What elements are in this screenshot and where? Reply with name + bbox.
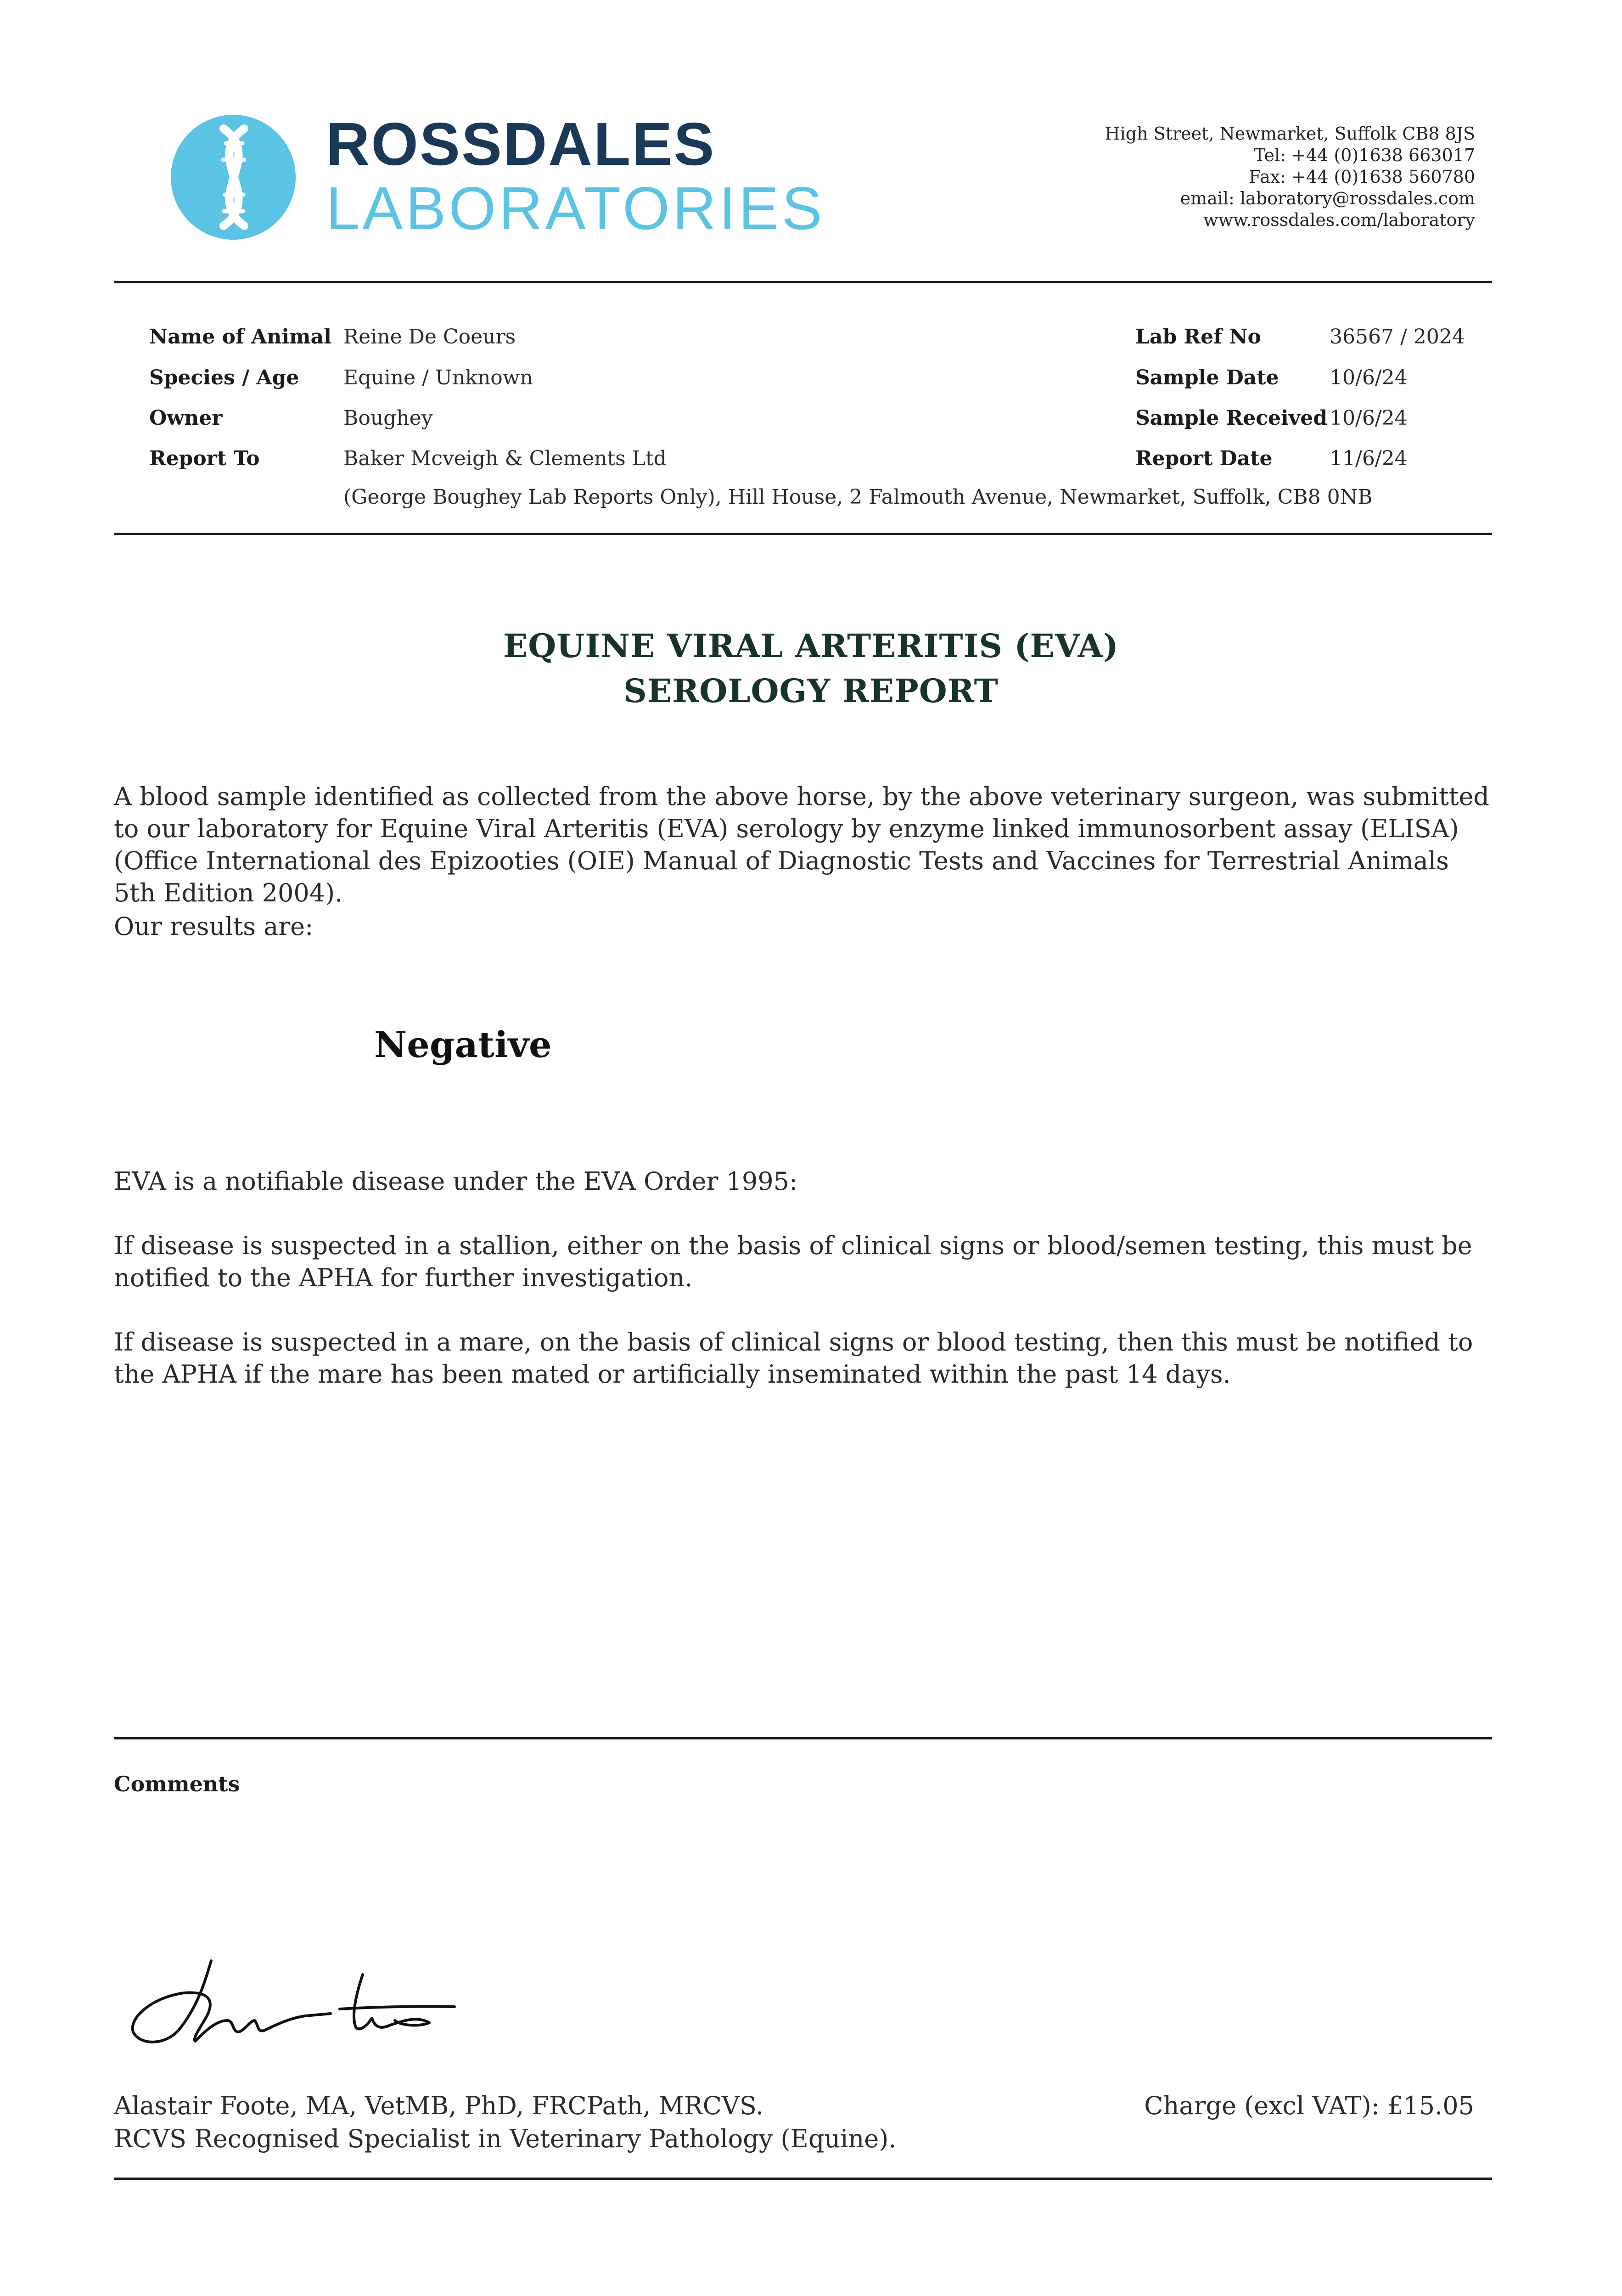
result-value: Negative [374,1024,552,1066]
name-value: Reine De Coeurs [343,325,516,349]
sample-received-label: Sample Received [1135,406,1328,430]
header-divider [114,281,1492,283]
lab-ref-value: 36567 / 2024 [1330,325,1465,349]
report-date-value: 11/6/24 [1330,447,1408,470]
report-title-line1: EQUINE VIRAL ARTERITIS (EVA) [503,627,1119,665]
owner-value: Boughey [343,406,433,430]
dna-helix-icon [171,115,296,240]
brand-name-line1: ROSSDALES [326,110,716,178]
stallion-guidance: If disease is suspected in a stallion, either on the basis of clinical signs or blood/semen testing, this must be notified to the APHA for further investigation. [114,1231,1472,1292]
mare-guidance: If disease is suspected in a mare, on the basis of clinical signs or blood testing, then this must be notified to the APHA if the mare has been mated or artificially inseminated within the past 14 days. [114,1328,1473,1389]
info-divider [114,533,1492,535]
owner-label: Owner [149,406,223,430]
brand-name-line2: LABORATORIES [326,174,825,242]
report-title-line2: SEROLOGY REPORT [623,672,999,710]
charge: Charge (excl VAT): £15.05 [1144,2091,1474,2120]
signature [124,1952,473,2057]
report-title [0,624,1622,714]
name-label: Name of Animal [149,325,331,349]
intro-paragraph: A blood sample identified as collected from the above horse, by the above veterinary surgeon, was submitted to our laboratory for Equine Viral Arteritis (EVA) serology by enzyme linked immunosorbent assay (ELISA) (Office International des Epizooties (OIE) Manual of Diagnostic Tests and Vaccines for Terrestrial Animals 5th Edition 2004). [114,782,1489,907]
phone: Tel: +44 (0)1638 663017 [1254,145,1475,165]
signatory-title: RCVS Recognised Specialist in Veterinary Pathology (Equine). [114,2124,897,2153]
sample-date-label: Sample Date [1135,366,1279,389]
report-date-label: Report Date [1135,447,1273,470]
species-value: Equine / Unknown [343,366,533,389]
logo-badge [171,115,296,240]
sample-received-value: 10/6/24 [1330,406,1408,430]
email: email: laboratory@rossdales.com [1180,188,1475,208]
notifiable-notice: EVA is a notifiable disease under the EVA Order 1995: [114,1167,798,1196]
comments-divider [114,1737,1492,1739]
address: High Street, Newmarket, Suffolk CB8 8JS [1105,124,1475,144]
report-to-address: (George Boughey Lab Reports Only), Hill House, 2 Falmouth Avenue, Newmarket, Suffolk, CB8 0NB [343,485,1373,509]
results-intro: Our results are: [114,912,314,941]
comments-label: Comments [114,1772,240,1796]
fax: Fax: +44 (0)1638 560780 [1249,167,1475,187]
species-label: Species / Age [149,366,299,389]
sample-date-value: 10/6/24 [1330,366,1408,389]
lab-ref-label: Lab Ref No [1135,325,1261,349]
website: www.rossdales.com/laboratory [1203,210,1475,230]
signatory-name: Alastair Foote, MA, VetMB, PhD, FRCPath, MRCVS. [114,2091,764,2120]
report-to-label: Report To [149,447,260,470]
contact-block [1105,123,1475,231]
footer-divider [114,2178,1492,2180]
report-to-value: Baker Mcveigh & Clements Ltd [343,447,667,470]
